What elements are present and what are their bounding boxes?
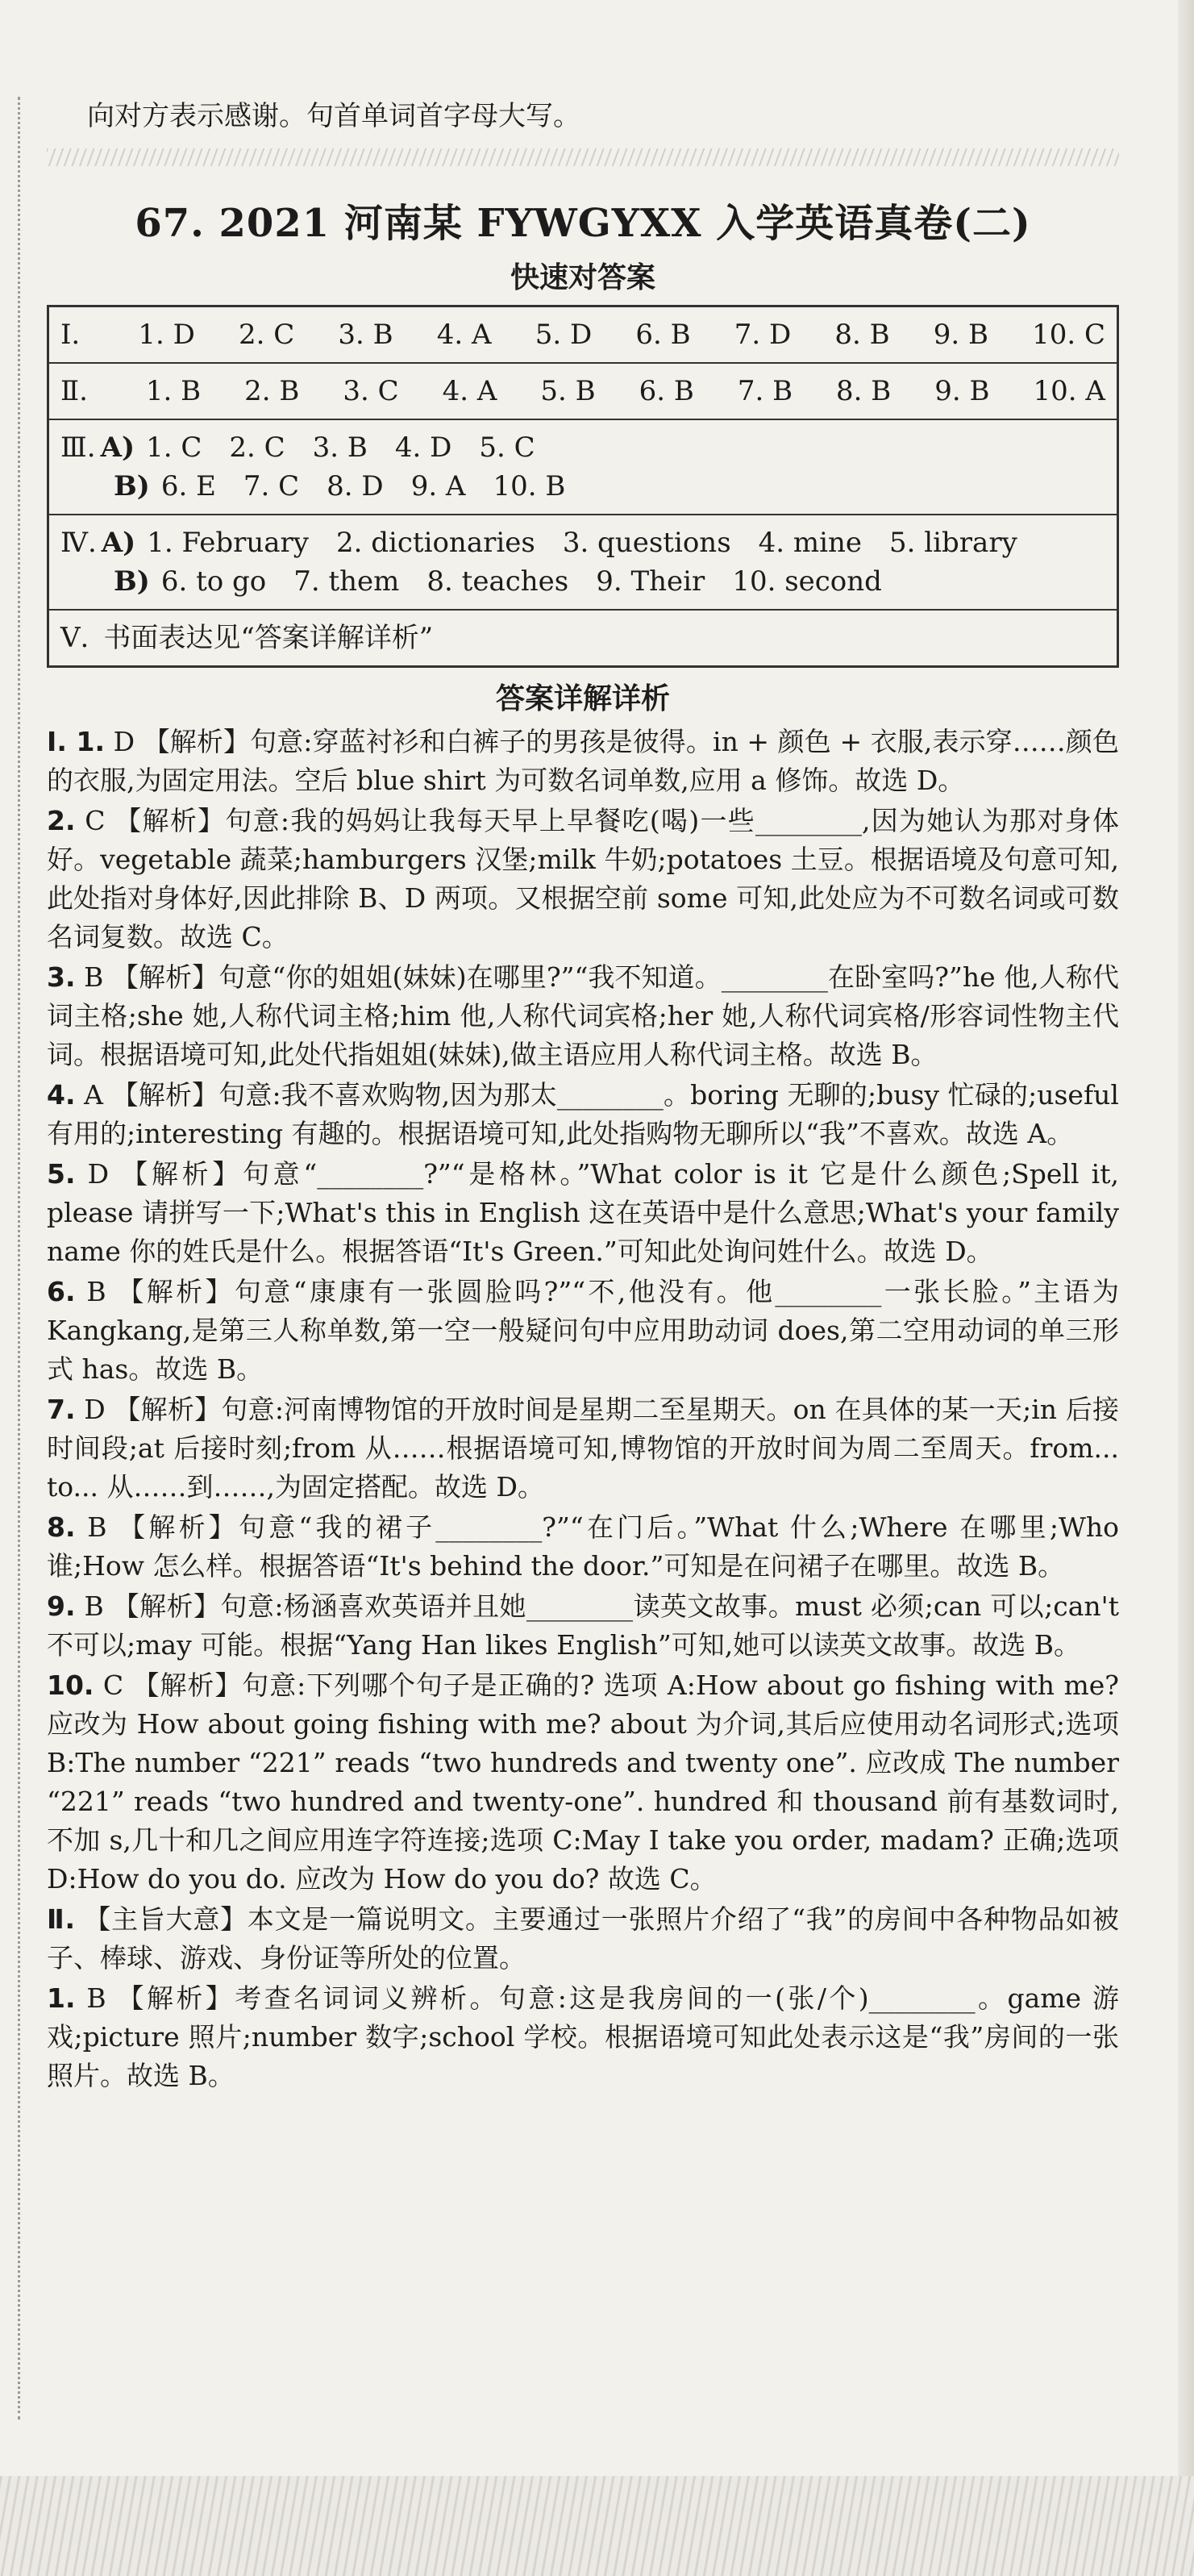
row-label: Ⅱ. (60, 375, 88, 407)
explanation-item (47, 1076, 1119, 1153)
item-text: 【主旨大意】本文是一篇说明文。主要通过一张照片介绍了“我”的房间中各种物品如被子、棒球、游戏、身份证等所处的位置。 (47, 1903, 1119, 1974)
answer-item: 2. dictionaries (336, 527, 535, 559)
item-text: B 【解析】句意:杨涵喜欢英语并且她________读英文故事。must 必须;can 可以;can't 不可以;may 可能。根据“Yang Han likes English”可知,她可以读英文故事。故选 B。 (47, 1590, 1120, 1661)
answer-item: 3. questions (562, 527, 731, 559)
item-text: B 【解析】考查名词词义辨析。句意:这是我房间的一(张/个)________。game 游戏;picture 照片;number 数字;school 学校。根据语境可知此处表示这是“我”房间的一张照片。故选 B。 (47, 1982, 1119, 2091)
section-divider (47, 148, 1119, 166)
answer-item: 3. C (343, 375, 399, 407)
answer-item: 4. mine (758, 527, 863, 559)
details-title: 答案详解详析 (495, 682, 670, 715)
explanation-item (47, 1587, 1119, 1665)
item-text: B 【解析】句意“你的姐姐(妹妹)在哪里?”“我不知道。________在卧室吗?”he 他,人称代词主格;she 她,人称代词主格;him 他,人称代词宾格;her 她,人称代词宾格/形容词性物主代词。根据语境可知,此处代指姐姐(妹妹),做主语应用人称代词主格。故选 B。 (47, 961, 1119, 1070)
item-number: 2. (47, 805, 76, 836)
part-a-label: A) (101, 527, 136, 559)
answer-item: 8. B (836, 375, 892, 407)
answer-item: 10. C (1032, 319, 1105, 351)
explanation-item (47, 802, 1119, 957)
explanation-item (47, 1979, 1119, 2095)
item-text: D 【解析】句意“________?”“是格林。”What color is it 它是什么颜色;Spell it, please 请拼写一下;What's this in English 这在英语中是什么意思;What's your family name 你的姓氏是什么。根据答语“It's Green.”可知此处询问姓什么。故选 D。 (47, 1158, 1119, 1267)
item-number: 3. (47, 961, 76, 993)
explanation-item (47, 1390, 1119, 1507)
page-edge (1178, 0, 1194, 2576)
answer-item: 10. A (1033, 375, 1105, 407)
explanation-item (47, 1273, 1119, 1389)
answer-item: 6. to go (160, 565, 267, 598)
answer-item: 7. B (737, 375, 793, 407)
writing-note: 书面表达见“答案详解详析” (103, 622, 434, 654)
answer-item: 1. B (145, 375, 202, 407)
item-text: B 【解析】句意“我的裙子________?”“在门后。”What 什么;Where 在哪里;Who 谁;How 怎么样。根据答语“It's behind the door.”可知是在问裙子在哪里。故选 B。 (47, 1511, 1119, 1582)
answer-item: 1. C (146, 431, 202, 464)
item-text: D 【解析】句意:穿蓝衬衫和白裤子的男孩是彼得。in + 颜色 + 衣服,表示穿……颜色的衣服,为固定用法。空后 blue shirt 为可数名词单数,应用 a 修饰。故选 D。 (47, 726, 1119, 796)
answer-item: 1. D (138, 319, 195, 351)
answer-item: 9. B (933, 319, 988, 351)
binding-rule (18, 97, 20, 2420)
intro-text: 向对方表示感谢。句首单词首字母大写。 (87, 100, 580, 132)
answer-row-3 (49, 420, 1117, 515)
explanation-item (47, 958, 1119, 1074)
answer-item: 3. B (338, 319, 393, 351)
answer-item: 9. A (410, 470, 466, 502)
answer-item: 8. B (834, 319, 890, 351)
answer-item: 9. B (934, 375, 990, 407)
answer-item: 10. second (732, 565, 882, 598)
row-label: Ⅳ. (60, 527, 97, 559)
item-number: 4. (47, 1079, 76, 1111)
item-text: A 【解析】句意:我不喜欢购物,因为那太________。boring 无聊的;busy 忙碌的;useful 有用的;interesting 有趣的。根据语境可知,此处指购物无聊所以“我”不喜欢。故选 A。 (47, 1079, 1119, 1149)
answer-item: 7. C (243, 470, 300, 502)
row-label: Ⅰ. (60, 319, 81, 351)
answer-item: 6. B (639, 375, 694, 407)
answer-item: 4. D (394, 431, 452, 464)
answer-item: 4. A (436, 319, 492, 351)
answer-item: 3. B (312, 431, 368, 464)
item-number: 6. (47, 1276, 76, 1307)
answer-item: 6. B (635, 319, 691, 351)
answer-item: 5. D (535, 319, 593, 351)
item-number: 8. (47, 1511, 76, 1543)
content (47, 95, 1119, 2095)
part-a-label: A) (100, 431, 135, 464)
item-text: C 【解析】句意:下列哪个句子是正确的? 选项 A:How about go fishing with me? 应改为 How about going fishing with me? about 为介词,其后应使用动名词形式;选项 B:The number “221” reads “two hundreds and twenty one”. 应改成 The number “221” reads “two hundred and twenty-one”. hundred 和 thousand 前有基数词时,不加 s,几十和几之间应用连字符连接;选项 C:May I take you order, madam? 正确;选项 D:How do you do. 应改为 How do you do? 故选 C。 (47, 1669, 1119, 1894)
footer-pattern (0, 2476, 1194, 2576)
answer-item: 4. A (442, 375, 497, 407)
item-number: 5. (47, 1158, 76, 1190)
answer-item: 7. D (734, 319, 792, 351)
explanation-item (47, 1666, 1119, 1899)
answer-item: 10. B (493, 470, 566, 502)
explanation-item (47, 1508, 1119, 1586)
explanation-item (47, 1155, 1119, 1271)
answer-item: 1. February (147, 527, 309, 559)
answer-row-5 (49, 611, 1117, 665)
answer-item: 5. library (889, 527, 1017, 559)
answer-key-table (47, 305, 1119, 668)
quick-answer-title: 快速对答案 (510, 261, 655, 294)
explanation-item (47, 1900, 1119, 1978)
answer-row-2 (49, 364, 1117, 420)
answer-item: 9. Their (596, 565, 705, 598)
item-number: 1. (47, 1982, 76, 2014)
row-label: Ⅴ. (60, 622, 89, 654)
answer-item: 2. C (229, 431, 285, 464)
item-number: 10. (47, 1669, 94, 1701)
answer-item: 2. B (244, 375, 300, 407)
answer-item: 8. D (327, 470, 384, 502)
answer-item: 8. teaches (426, 565, 569, 598)
item-number: Ⅰ. 1. (47, 726, 106, 757)
row-label: Ⅲ. (60, 431, 96, 464)
answer-item: 6. E (160, 470, 216, 502)
answer-row-1 (49, 307, 1117, 364)
answer-item: 2. C (239, 319, 295, 351)
answer-row-4 (49, 515, 1117, 611)
answer-item: 5. C (479, 431, 535, 464)
part-b-label: B) (114, 565, 150, 598)
item-text: D 【解析】句意:河南博物馆的开放时间是星期二至星期天。on 在具体的某一天;in 后接时间段;at 后接时刻;from 从……根据语境可知,博物馆的开放时间为周二至周天。from... to... 从……到……,为固定搭配。故选 D。 (47, 1394, 1119, 1503)
exam-title: 67. 2021 河南某 FYWGYXX 入学英语真卷(二) (135, 201, 1031, 246)
explanation-list (47, 723, 1119, 2095)
item-text: B 【解析】句意“康康有一张圆脸吗?”“不,他没有。他________一张长脸。”主语为 Kangkang,是第三人称单数,第一空一般疑问句中应用助动词 does,第二空用动词的单三形式 has。故选 B。 (47, 1276, 1120, 1385)
part-b-label: B) (114, 470, 150, 502)
item-number: Ⅱ. (47, 1903, 76, 1935)
item-number: 7. (47, 1394, 76, 1425)
explanation-item (47, 723, 1119, 800)
item-number: 9. (47, 1590, 76, 1622)
item-text: C 【解析】句意:我的妈妈让我每天早上早餐吃(喝)一些________,因为她认为那对身体好。vegetable 蔬菜;hamburgers 汉堡;milk 牛奶;potatoes 土豆。根据语境及句意可知,此处指对身体好,因此排除 B、D 两项。又根据空前 some 可知,此处应为不可数名词或可数名词复数。故选 C。 (47, 805, 1119, 952)
answer-item: 7. them (293, 565, 400, 598)
answer-item: 5. B (540, 375, 596, 407)
